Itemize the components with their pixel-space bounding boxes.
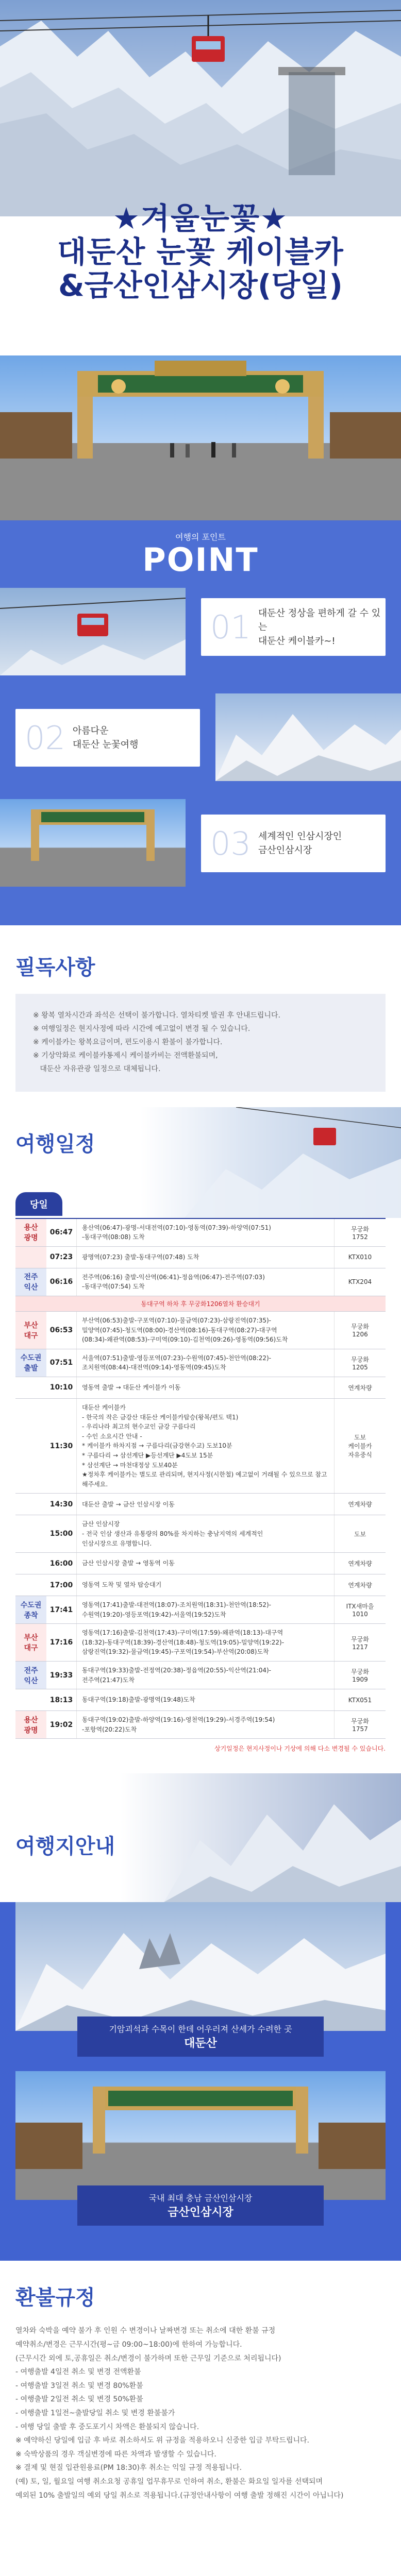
guide-caption-1 (77, 2016, 324, 2057)
guide-title: 여행지안내 (15, 1835, 115, 1859)
schedule-time: 07:51 (49, 1359, 73, 1367)
refund-line: - 여행출발 3일전 취소 및 변경 80%환불 (15, 2381, 143, 2390)
notice-box (15, 994, 386, 1091)
refund-section (0, 2261, 401, 2523)
market-gate-photo (0, 799, 186, 887)
schedule-area (15, 1494, 46, 1515)
notice-section (0, 925, 401, 1107)
point-item-1 (0, 588, 401, 683)
guide-section (0, 1773, 401, 2261)
refund-line: (근무시간 외에 토,공휴일은 취소/변경이 불가하며 또한 근무일 기준으로 처리됩니다) (15, 2354, 281, 2363)
schedule-note: ITX새마을 1010 (334, 1596, 386, 1623)
refund-line: - 여행 당일 출발 후 중도포기시 차액은 환불되지 않습니다. (15, 2422, 199, 2431)
notice-title: 필독사항 (15, 956, 95, 980)
schedule-row (15, 1574, 386, 1596)
schedule-note: 무궁화 1205 (334, 1349, 386, 1377)
point-text-2a: 아름다운 (72, 725, 109, 737)
schedule-description: 대둔산 출발 → 금산 인삼시장 이동 (76, 1494, 334, 1515)
schedule-note: 무궁화 1206 (334, 1312, 386, 1349)
schedule-time: 17:41 (49, 1605, 73, 1614)
schedule-note: 연계차량 (334, 1574, 386, 1596)
notice-item: ※ 왕복 열차시간과 좌석은 선택이 불가합니다. 열차티켓 발권 후 안내드립니다. (33, 1011, 280, 1020)
schedule-row (15, 1515, 386, 1553)
schedule-note: 연계차량 (334, 1553, 386, 1574)
guide-caption-name: 금산인삼시장 (168, 2206, 233, 2219)
schedule-time: 19:33 (49, 1671, 73, 1680)
schedule-time: 07:23 (49, 1253, 73, 1262)
schedule-description: 금산 인삼시장 출발 → 영동역 이동 (76, 1553, 334, 1574)
refund-line: ※ 숙박상품의 경우 객실변경에 따른 차액과 발생할 수 있습니다. (15, 2450, 216, 2459)
refund-line: ※ 결제 및 현질 입관원용료(PM 18:30)후 취소는 익일 규정 적용됩니다. (15, 2464, 242, 2472)
schedule-table (15, 1218, 386, 1739)
schedule-row (15, 1377, 386, 1399)
point-text-3a: 세계적인 인삼시장인 (258, 831, 342, 842)
schedule-row (15, 1268, 386, 1296)
schedule-row (15, 1399, 386, 1494)
guide-caption-sub: 기암괴석과 수목이 한데 어우러져 산세가 수려한 곳 (109, 2024, 292, 2035)
schedule-description: 서울역(07:51)출발-영등포역(07:23)-수원역(07:45)-천안역(08:22)- 조치원역(08:44)-대전역(09:14)-영동역(09:45)도착 (76, 1349, 334, 1377)
point-number: 02 (25, 719, 65, 757)
schedule-area (15, 1377, 46, 1398)
schedule-row (15, 1553, 386, 1574)
refund-line: 예외된 10% 출발일의 예외 당일 취소로 적용됩니다.(규정안내사항이 여행 출발 정해진 시간이 아닙니다) (15, 2491, 344, 2500)
point-number: 01 (210, 608, 251, 646)
schedule-time: 06:53 (49, 1326, 73, 1334)
refund-text (15, 2324, 386, 2502)
notice-item: ※ 기상악화로 케이블카통제시 케이블카비는 전액환불되며, (33, 1051, 218, 1060)
point-text-2b: 대둔산 눈꽃여행 (72, 739, 139, 751)
point-item-3 (0, 799, 401, 894)
refund-line: - 여행출발 1일전~출발당일 취소 및 변경 환불불가 (15, 2409, 175, 2418)
schedule-time: 10:10 (49, 1383, 73, 1392)
hero-title-line3: &금산인삼시장(당일) (58, 267, 343, 303)
point-item-2 (0, 693, 401, 789)
refund-line: ※ 예약하신 당일에 입금 후 바로 취소하셔도 위 규정을 적용하오니 신중한 입금 부탁드립니다. (15, 2436, 309, 2445)
schedule-time: 19:02 (49, 1720, 73, 1729)
guide-caption-name: 대둔산 (184, 2037, 217, 2050)
schedule-area (15, 1399, 46, 1493)
schedule-area (15, 1515, 46, 1552)
guide-caption-2 (77, 2185, 324, 2226)
schedule-area: 전주 익산 (15, 1662, 46, 1689)
schedule-footnote: 상기일정은 현지사정이나 기상에 의해 다소 변경될 수 있습니다. (214, 1745, 386, 1753)
schedule-description: 영동역(17:16)출발-김천역(17:43)-구미역(17:59)-왜관역(18:13)-대구역 (18:32)-동대구역(18:39)-경산역(18:48)-청도역(19:05)-밀양역(19:22)- 삼랑진역(19:32)-물금역(19:45)-구포역(19:54)-부산역(20:08)도착 (76, 1624, 334, 1661)
refund-line: - 여행출발 2일전 취소 및 변경 50%환불 (15, 2395, 143, 2404)
schedule-description: 부산역(06:53)출발-구포역(07:10)-물금역(07:23)-삼랑진역(07:35)- 밀양역(07:45)-청도역(08:00)-경산역(08:16)-동대구역(08:27)-대구역 (08:34)-왜관역(08:53)-구미역(09:10)-김천역(09:26)-영동역(09:56)도착 (76, 1312, 334, 1349)
schedule-description: 광명역(07:23) 출발-동대구역(07:48) 도착 (76, 1247, 334, 1268)
schedule-time: 18:13 (49, 1696, 73, 1704)
hero-title-line2: 대둔산 눈꽃 케이블카 (57, 234, 344, 269)
schedule-note: 도보 케이블카 자유중식 (334, 1399, 386, 1493)
schedule-time: 11:30 (49, 1442, 73, 1450)
schedule-note: 연계차량 (334, 1494, 386, 1515)
mountain-cablecar-banner-image (185, 1107, 401, 1218)
schedule-area: 용산 광명 (15, 1219, 46, 1246)
schedule-header (0, 1107, 401, 1218)
schedule-description: 동대구역(19:02)출발-하양역(19:16)-영천역(19:29)-서경주역(19:54) -포항역(20:22)도착 (76, 1711, 334, 1738)
schedule-note: 무궁화 1217 (334, 1624, 386, 1661)
schedule-time: 17:00 (49, 1581, 73, 1589)
schedule-time: 16:00 (49, 1559, 73, 1568)
hero-title-line1: ★겨울눈꽃★ (112, 201, 289, 236)
schedule-row (15, 1494, 386, 1515)
schedule-note: 연계차량 (334, 1377, 386, 1398)
schedule-description: 영동역 도착 및 열차 탑승대기 (76, 1574, 334, 1596)
snow-mountain-photo (215, 693, 401, 781)
schedule-note: KTX204 (334, 1268, 386, 1296)
point-text-3b: 금산인삼시장 (258, 845, 312, 856)
schedule-area: 수도권 출발 (15, 1349, 46, 1377)
cablecar-photo (0, 588, 186, 675)
point-subtitle: 여행의 포인트 (175, 532, 226, 542)
schedule-title: 여행일정 (15, 1132, 95, 1156)
schedule-row (15, 1349, 386, 1377)
schedule-row (15, 1689, 386, 1711)
refund-line: 열차와 숙박을 예약 불가 후 인원 수 변경이나 날짜변경 또는 취소에 대한 환불 규정 (15, 2327, 276, 2335)
schedule-time: 06:16 (49, 1278, 73, 1286)
point-text-1a: 대둔산 정상을 편하게 갈 수 있는 (258, 607, 381, 633)
schedule-description: 영동역(17:41)출발-대전역(18:07)-조치원역(18:31)-천안역(18:52)- 수원역(19:20)-영등포역(19:42)-서울역(19:52)도착 (76, 1596, 334, 1623)
schedule-note: 무궁화 1752 (334, 1219, 386, 1246)
schedule-description: 용산역(06:47)-광명-서대전역(07:10)-영동역(07:39)-하양역(07:51) -동대구역(08:08) 도착 (76, 1219, 334, 1246)
refund-line: 예약취소/변경은 근무시간(평~금 09:00~18:00)에 한하여 가능합니다. (15, 2341, 242, 2349)
schedule-description: 전주역(06:16) 출발-익산역(06:41)-정읍역(06:47)-전주역(07:03) -동대구역(07:54) 도착 (76, 1268, 334, 1296)
point-section (0, 520, 401, 925)
schedule-area (15, 1574, 46, 1596)
mountain-banner-image (164, 1773, 401, 1902)
daedunsan-photo (15, 1902, 386, 2031)
schedule-area (15, 1689, 46, 1710)
schedule-time: 17:16 (49, 1638, 73, 1647)
schedule-row (15, 1624, 386, 1662)
transfer-notice-bar: 동대구역 하차 후 무궁화1206열차 환승대기 (15, 1296, 386, 1312)
schedule-row (15, 1711, 386, 1739)
schedule-description: 대둔산 케이블카 - 한국의 작은 금강산 대둔산 케이블카탑승(왕복/편도 택1) - 우리나라 최고의 현수교인 금강 구름다리 - 수인 소요시간 안내 - * 케이블카 하차지점 → 구름다리(금강현수교) 도보10분 * 구름다리 → 삼선계단 ▶등선계단 ▶4도보 15분 * 삼선계단 → 마천대정상 도보40분 ★정차후 케이블카는 별도로 관리되며, 현지사정(시한철) 예고없이 거래될 수 있으므로 참고해주세요. (76, 1399, 334, 1493)
schedule-area (15, 1553, 46, 1574)
point-title: POINT (142, 541, 259, 579)
ginseng-market-photo-2 (15, 2071, 386, 2200)
refund-title: 환불규정 (15, 2286, 95, 2310)
schedule-area (15, 1247, 46, 1268)
schedule-description: 영동역 출발 → 대둔산 케이블카 이동 (76, 1377, 334, 1398)
point-text-1b: 대둔산 케이블카~! (258, 635, 336, 647)
ginseng-market-photo (0, 355, 401, 520)
schedule-note: 무궁화 1909 (334, 1662, 386, 1689)
schedule-description: 동대구역(19:18)출발-광명역(19:48)도착 (76, 1689, 334, 1710)
schedule-row (15, 1219, 386, 1247)
notice-item: ※ 여행일정은 현지사정에 따라 시간에 예고없이 변경 될 수 있습니다. (33, 1025, 250, 1033)
schedule-time: 06:47 (49, 1228, 73, 1237)
schedule-description: 금산 인삼시장 - 전국 인삼 생산과 유통량의 80%를 차지하는 충남지역의 세계적인 인삼시장으로 유명합니다. (76, 1515, 334, 1552)
schedule-note: KTX010 (334, 1247, 386, 1268)
schedule-description: 동대구역(19:33)출발-전정역(20:38)-정읍역(20:55)-익산역(21:04)- 전주역(21:47)도착 (76, 1662, 334, 1689)
schedule-row (15, 1247, 386, 1268)
refund-line: (예) 토, 일, 월요일 여행 취소요청 공휴일 업무휴무로 인하여 취소, 환불은 화요일 일자를 선택되며 (15, 2477, 323, 2486)
notice-item: ※ 케이블카는 왕복요금이며, 편도이용시 환불이 불가합니다. (33, 1038, 223, 1046)
schedule-area: 수도권 종착 (15, 1596, 46, 1623)
schedule-note: KTX051 (334, 1689, 386, 1710)
schedule-note: 도보 (334, 1515, 386, 1552)
schedule-area: 용산 광명 (15, 1711, 46, 1738)
notice-item: 대둔산 자유관광 일정으로 대체됩니다. (33, 1064, 161, 1073)
schedule-time: 15:00 (49, 1530, 73, 1538)
schedule-note: 무궁화 1757 (334, 1711, 386, 1738)
schedule-row (15, 1662, 386, 1689)
refund-line: - 여행출발 4일전 취소 및 변경 전액환불 (15, 2368, 141, 2377)
schedule-row (15, 1312, 386, 1349)
schedule-area: 부산 대구 (15, 1312, 46, 1349)
point-number: 03 (210, 824, 251, 862)
schedule-area: 부산 대구 (15, 1624, 46, 1661)
schedule-time: 14:30 (49, 1500, 73, 1509)
guide-caption-sub: 국내 최대 충남 금산인삼시장 (148, 2193, 253, 2204)
hero-section (0, 0, 401, 355)
schedule-area: 전주 익산 (15, 1268, 46, 1296)
schedule-row (15, 1596, 386, 1624)
day-tab[interactable]: 당일 (15, 1192, 62, 1216)
